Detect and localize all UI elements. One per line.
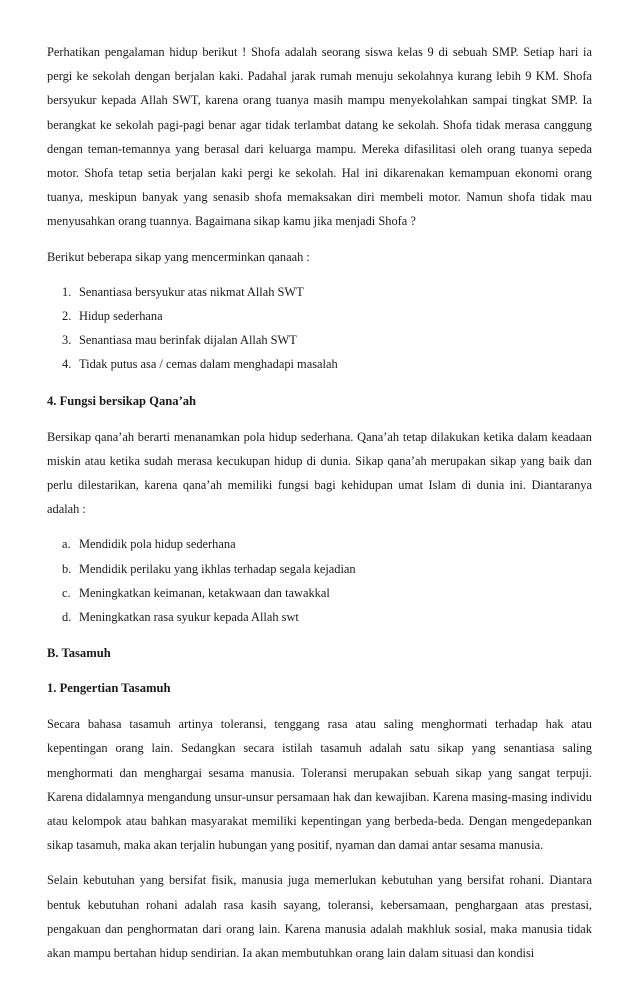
list-marker: c. (62, 585, 71, 600)
list-item (47, 304, 592, 328)
list-item (47, 557, 592, 581)
tasamuh-heading: B. Tasamuh (47, 646, 111, 661)
list-marker: 1. (62, 284, 72, 299)
list-marker: 4. (62, 357, 72, 372)
list-item (47, 328, 592, 352)
list-marker: a. (62, 537, 71, 552)
list-item-text: Senantiasa bersyukur atas nikmat Allah SWT (79, 284, 304, 299)
qanaah-attitudes-intro: Berikut beberapa sikap yang mencerminkan qanaah : (47, 249, 310, 264)
intro-paragraph: Perhatikan pengalaman hidup berikut ! Shofa adalah seorang siswa kelas 9 di sebuah SMP. Setiap hari ia pergi ke sekolah dengan berjalan kaki. Padahal jarak rumah menuju sekolahnya kurang lebih 9 KM. Shofa bersyukur kepada Allah SWT, karena orang tuanya masih mampu menyekolahkan sampai tingkat SMP. Ia berangkat ke sekolah pagi-pagi benar agar tidak terlambat datang ke sekolah. Shofa tidak merasa canggung dengan teman-temannya yang berasal dari keluarga mampu. Mereka difasilitasi oleh orang tuanya sepeda motor. Shofa tetap setia berjalan kaki pergi ke sekolah. Hal ini dikarenakan kemampuan ekonomi orang tuanya, meskipun banyak yang senasib shofa memaksakan diri membeli motor. Namun shofa tidak mau menyusahkan orang tuannya. Bagaimana sikap kamu jika menjadi Shofa ? (47, 45, 592, 229)
tasamuh-paragraph-2: Selain kebutuhan yang bersifat fisik, manusia juga memerlukan kebutuhan yang bersifat rohani. Diantara bentuk kebutuhan rohani adalah rasa kasih sayang, toleransi, kebersamaan, penghargaan atas prestasi, pengakuan dan penghormatan dari orang lain. Karena manusia adalah makhluk sosial, maka manusia tidak akan mampu bertahan hidup sendirian. Ia akan membutuhkan orang lain dalam situasi dan kondisi (47, 873, 592, 961)
list-item (47, 532, 592, 556)
fungsi-paragraph: Bersikap qana’ah berarti menanamkan pola hidup sederhana. Qana’ah tetap dilakukan ketika dalam keadaan miskin atau ketika sudah merasa kecukupan hidup di dunia. Sikap qana’ah merupakan sikap yang baik dan perlu dilestarikan, karena qana’ah memiliki fungsi bagi kehidupan umat Islam di dunia ini. Diantaranya adalah : (47, 429, 592, 517)
list-marker: 2. (62, 309, 72, 324)
list-marker: 3. (62, 333, 72, 348)
list-item-text: Senantiasa mau berinfak dijalan Allah SWT (79, 333, 297, 348)
tasamuh-paragraph-1: Secara bahasa tasamuh artinya toleransi, tenggang rasa atau saling menghormati terhadap hak atau kepentingan orang lain. Sedangkan secara istilah tasamuh adalah satu sikap yang senantiasa saling menghormati dan menghargai sesama manusia. Toleransi merupakan sebuah sikap yang sangat terpuji. Karena didalamnya mengandung unsur-unsur persamaan hak dan kewajiban. Karena masing-masing individu atau kelompok atau bahkan masyarakat memiliki kepentingan yang berbeda-beda. Dengan mengedepankan sikap tasamuh, maka akan terjalin hubungan yang positif, nyaman dan damai antar sesama manusia. (47, 717, 592, 853)
qanaah-attitudes-list (47, 280, 592, 377)
list-item-text: Meningkatkan keimanan, ketakwaan dan tawakkal (79, 585, 330, 600)
list-item-text: Mendidik perilaku yang ikhlas terhadap segala kejadian (79, 561, 356, 576)
tasamuh-subheading: 1. Pengertian Tasamuh (47, 681, 171, 696)
list-marker: d. (62, 610, 72, 625)
list-item (47, 280, 592, 304)
list-item (47, 605, 592, 629)
list-item (47, 581, 592, 605)
document-body (47, 40, 592, 965)
fungsi-heading: 4. Fungsi bersikap Qana’ah (47, 393, 197, 408)
list-item-text: Mendidik pola hidup sederhana (79, 537, 236, 552)
list-item-text: Meningkatkan rasa syukur kepada Allah swt (79, 610, 299, 625)
list-marker: b. (62, 561, 72, 576)
fungsi-list (47, 532, 592, 629)
list-item-text: Hidup sederhana (79, 309, 163, 324)
list-item (47, 352, 592, 376)
list-item-text: Tidak putus asa / cemas dalam menghadapi masalah (79, 357, 338, 372)
